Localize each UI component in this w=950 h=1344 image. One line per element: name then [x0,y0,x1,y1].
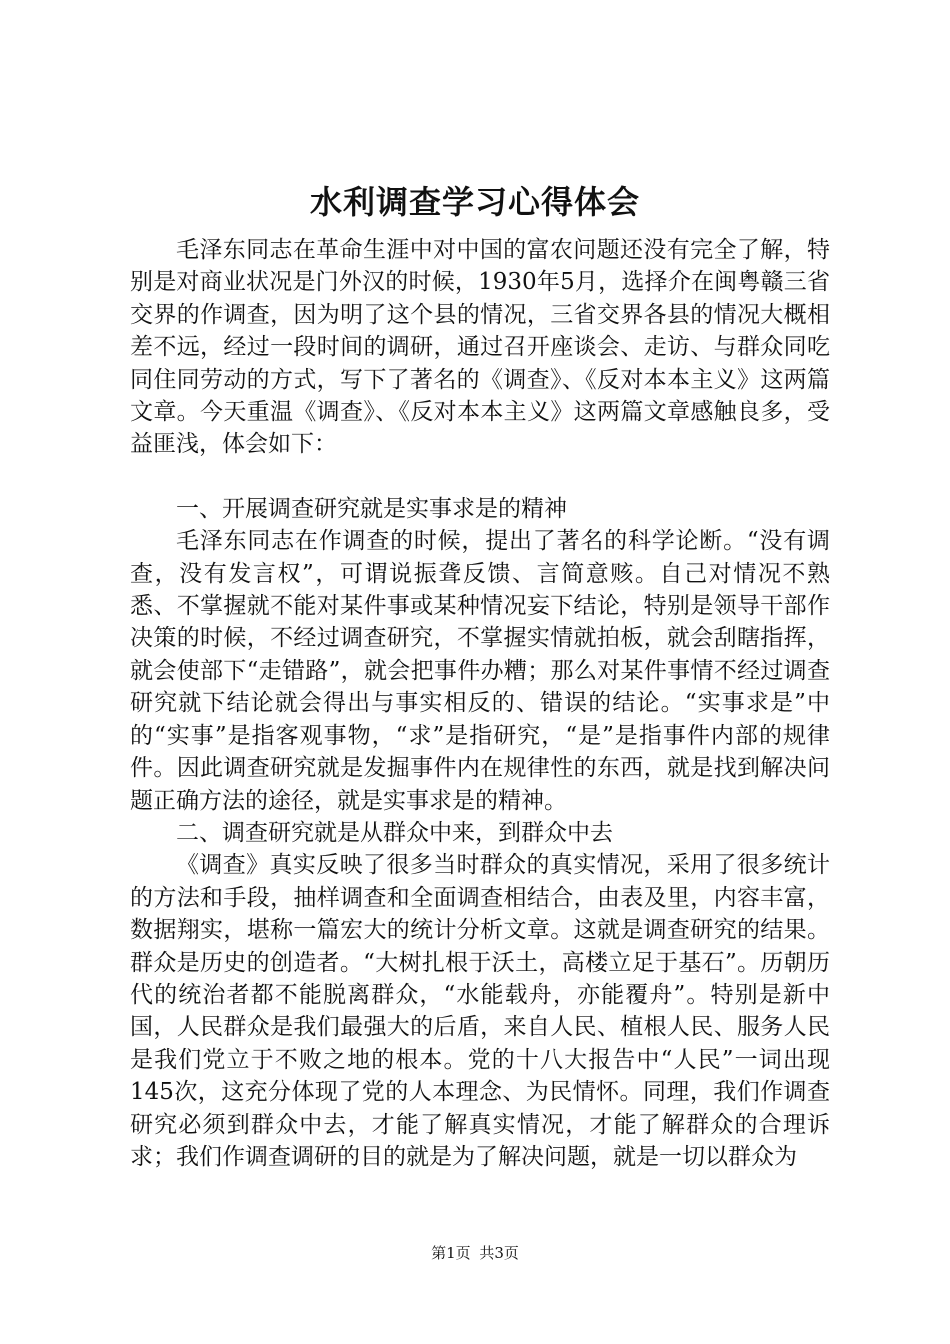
section-2-paragraph: 《调查》真实反映了很多当时群众的真实情况，采用了很多统计的方法和手段，抽样调查和全面调查相结合，由表及里，内容丰富，数据翔实，堪称一篇宏大的统计分析文章。这就是调查研究的结果。群众是历史的创造者。“大树扎根于沃土，高楼立足于基石”。历朝历代的统治者都不能脱离群众，“水能载舟，亦能覆舟”。特别是新中国，人民群众是我们最强大的后盾，来自人民、植根人民、服务人民是我们党立于不败之地的根本。党的十八大报告中“人民”一词出现145次，这充分体现了党的人本理念、为民情怀。同理，我们作调查研究必须到群众中去，才能了解真实情况，才能了解群众的合理诉求；我们作调查调研的目的就是为了解决问题，就是一切以群众为 [130,852,830,1170]
section-heading-1: 一、开展调查研究就是实事求是的精神 [176,495,567,522]
paragraph-spacer [130,461,830,493]
page-number: 第1页 [431,1244,471,1262]
page-footer [0,1243,950,1263]
section-1-paragraph: 毛泽东同志在作调查的时候，提出了著名的科学论断。“没有调查，没有发言权”，可谓说振聋反馈、言简意赅。自己对情况不熟悉、不掌握就不能对某件事或某种情况妄下结论，特别是领导干部作决策的时候，不经过调查研究，不掌握实情就拍板，就会刮瞎指挥，就会使部下“走错路”，就会把事件办糟；那么对某件事情不经过调查研究就下结论就会得出与事实相反的、错误的结论。“实事求是”中的“实事”是指客观事物，“求”是指研究，“是”是指事件内部的规律件。因此调查研究就是发掘事件内在规律性的东西，就是找到解决问题正确方法的途径，就是实事求是的精神。 [130,528,830,814]
section-heading-2: 二、调查研究就是从群众中来，到群众中去 [176,819,613,846]
document-title: 水利调查学习心得体会 [309,183,640,221]
document-body [130,234,830,1173]
page-total: 共3页 [479,1244,519,1262]
intro-paragraph: 毛泽东同志在革命生涯中对中国的富农问题还没有完全了解，特别是对商业状况是门外汉的时候，1930年5月，选择介在闽粤赣三省交界的作调查，因为明了这个县的情况，三省交界各县的情况大概相差不远，经过一段时间的调研，通过召开座谈会、走访、与群众同吃同住同劳动的方式，写下了著名的《调查》、《反对本本主义》这两篇文章。今天重温《调查》、《反对本本主义》这两篇文章感触良多，受益匪浅，体会如下： [130,237,830,458]
